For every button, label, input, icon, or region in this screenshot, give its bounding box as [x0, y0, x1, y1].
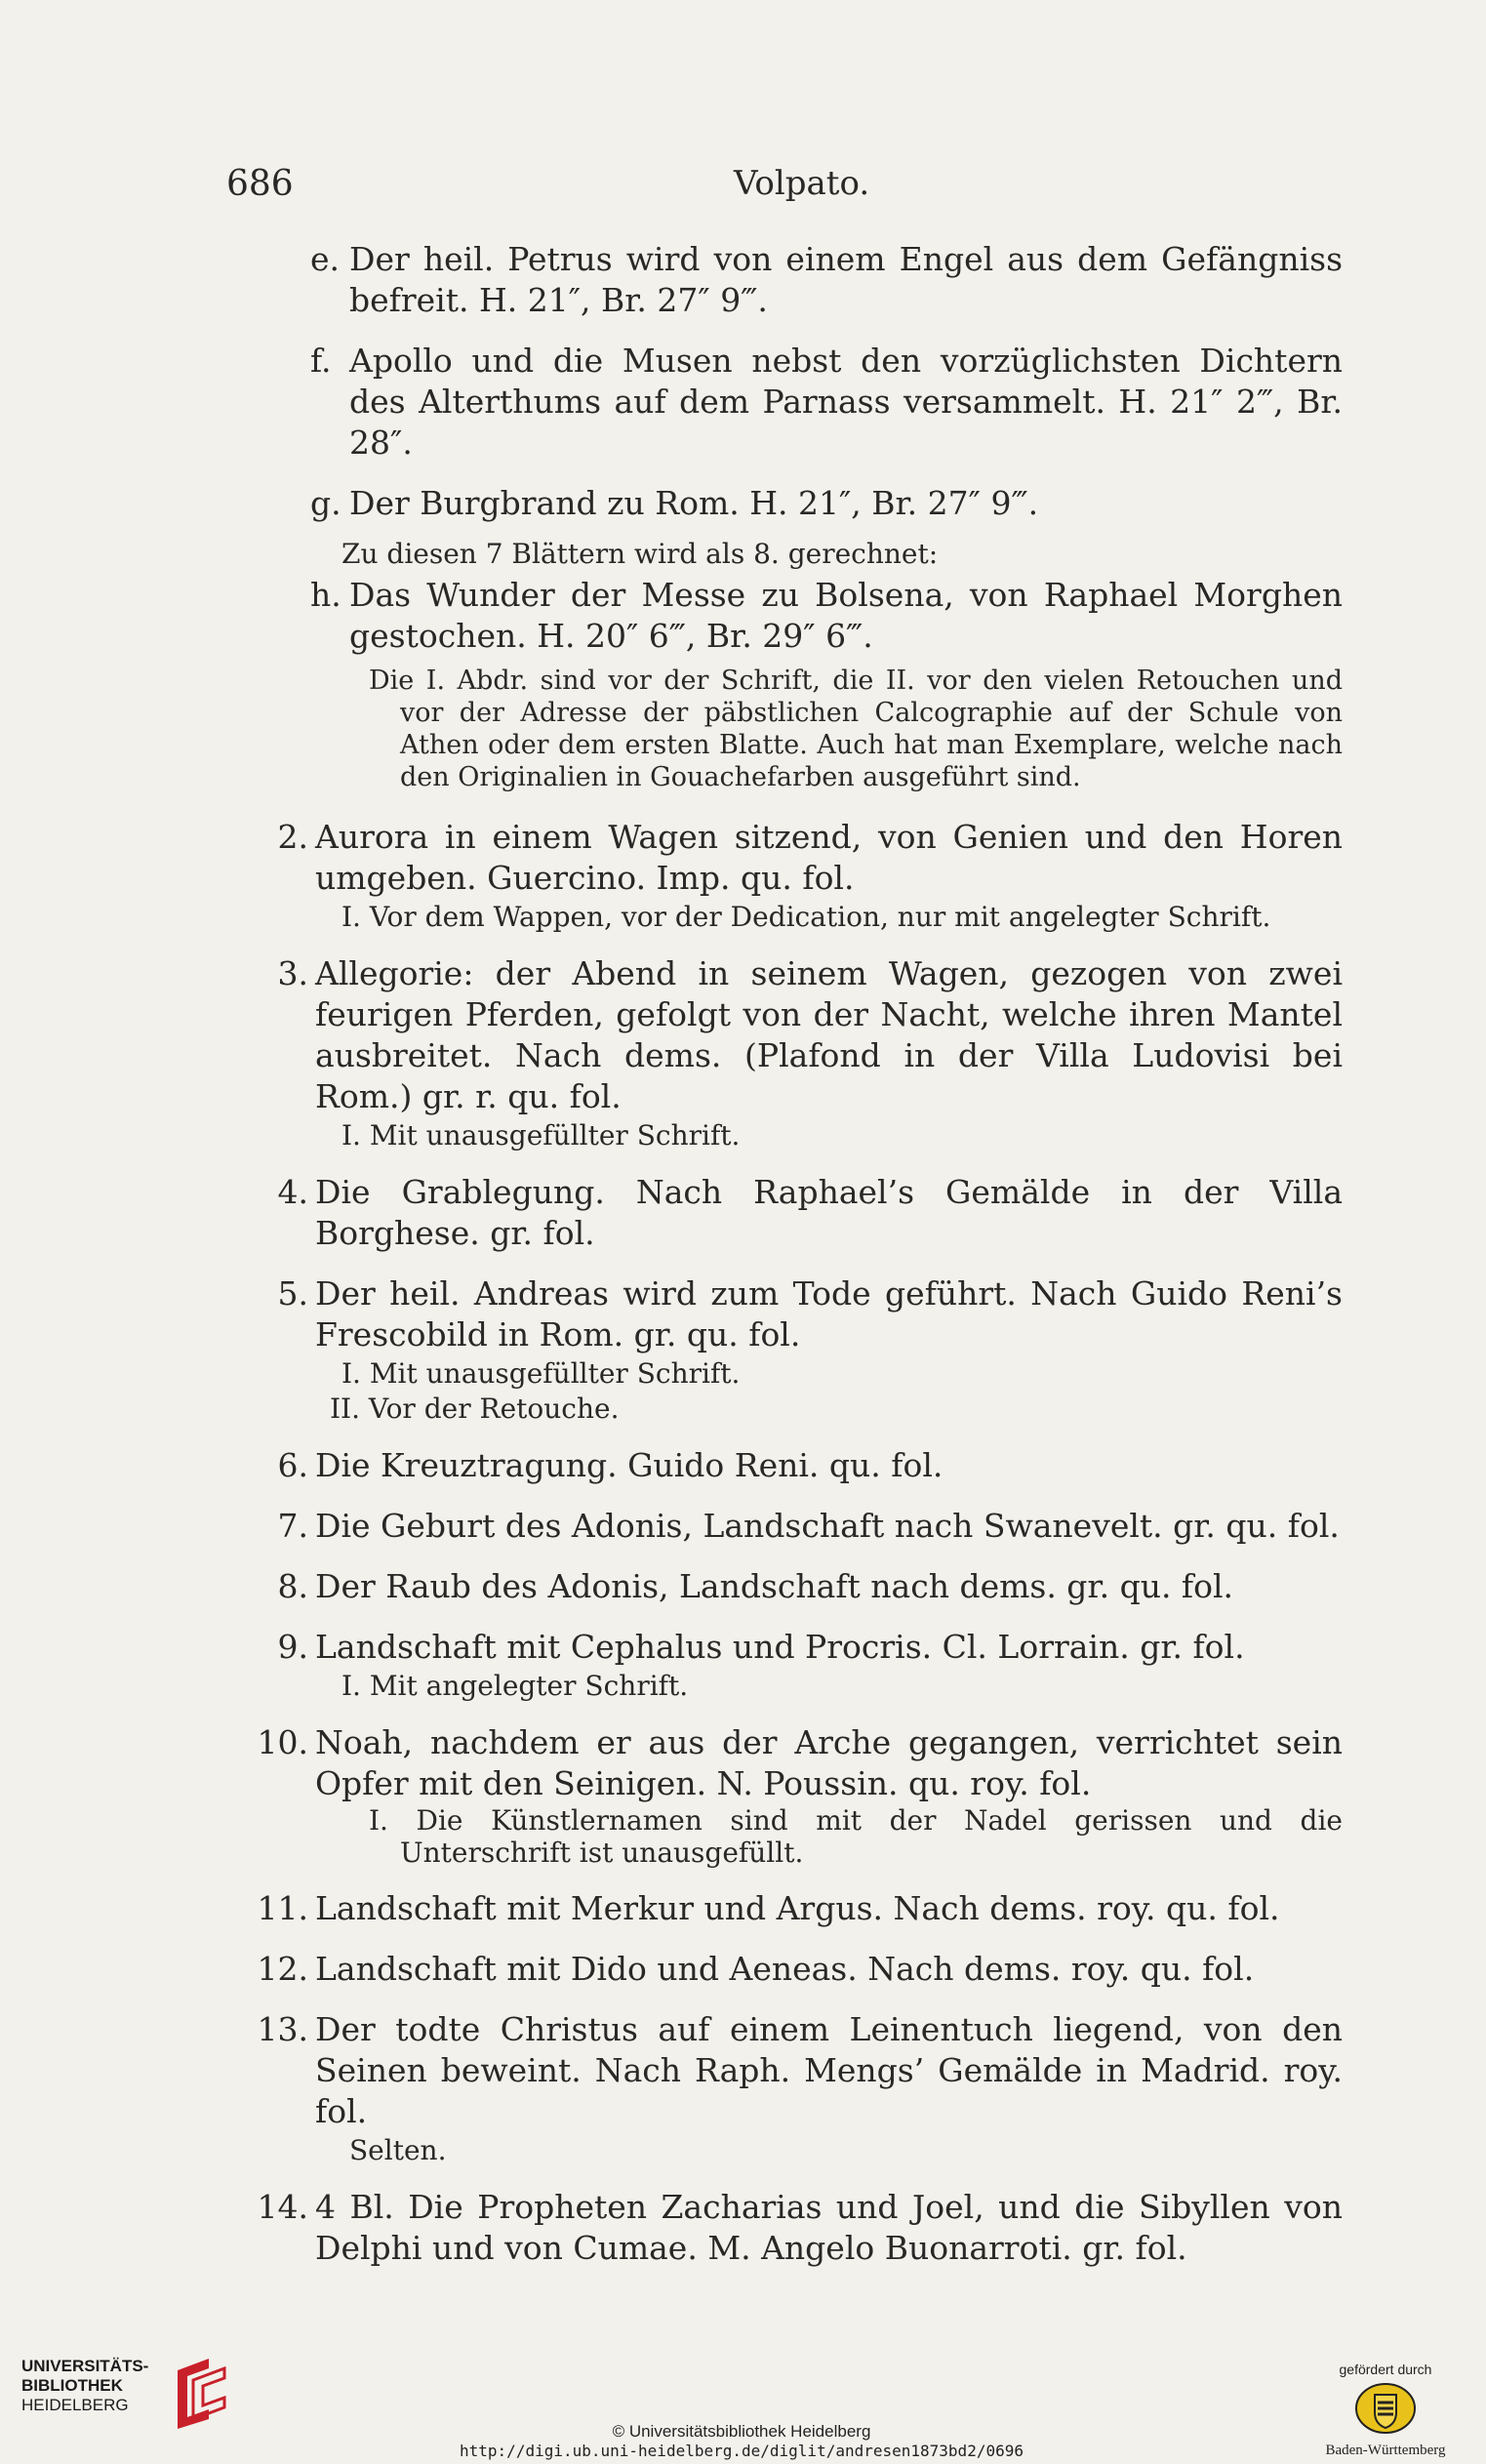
running-title: Volpato.: [734, 164, 870, 203]
entry-9: [252, 1627, 1343, 1703]
entry-number: 6.: [277, 1446, 308, 1484]
entry-12: [252, 1949, 1343, 1990]
entry-number: 8.: [277, 1567, 308, 1605]
entry-text: Aurora in einem Wagen sitzend, von Genien und den Horen umgeben. Guercino. Imp. qu. fol.: [315, 818, 1343, 897]
entry-number: 7.: [277, 1507, 308, 1545]
library-logo-mark-icon: [170, 2359, 226, 2429]
copyright-text: © Universitätsbibliothek Heidelberg: [612, 2422, 871, 2441]
entry-10: [252, 1722, 1343, 1869]
sub-entry-text: Apollo und die Musen nebst den vorzüglichsten Dichtern des Alterthums auf dem Parnass versammelt. H. 21″ 2‴, Br. 28″.: [349, 342, 1343, 462]
page-header: [226, 164, 1348, 213]
sub-entry-letter: f.: [310, 342, 332, 380]
entry-number: 4.: [277, 1173, 308, 1211]
entry-number: 12.: [257, 1950, 308, 1988]
sub-entry-e: [252, 239, 1343, 321]
entry-text: Der todte Christus auf einem Leinentuch liegend, von den Seinen beweint. Nach Raph. Mengs’ Gemälde in Madrid. roy. fol.: [315, 2010, 1343, 2130]
entry-11: [252, 1888, 1343, 1929]
entry-6: [252, 1445, 1343, 1486]
entry-text: 4 Bl. Die Propheten Zacharias und Joel, und die Sibyllen von Delphi und von Cumae. M. Angelo Buonarroti. gr. fol.: [315, 2188, 1343, 2267]
entry-note: I. Vor dem Wappen, vor der Dedication, nur mit angelegter Schrift.: [341, 901, 1271, 933]
sub-entry-g: [252, 483, 1343, 524]
entry-4: [252, 1172, 1343, 1254]
entry-note: I. Mit unausgefüllter Schrift.: [341, 1357, 741, 1390]
page-number: 686: [226, 164, 294, 204]
entry-2: [252, 817, 1343, 934]
sub-entry-letter: h.: [310, 576, 341, 614]
entry-text: Allegorie: der Abend in seinem Wagen, gezogen von zwei feurigen Pferden, gefolgt von der Nacht, welche ihren Mantel ausbreitet. Nach dems. (Plafond in der Villa Ludovisi bei Rom.) gr. r. qu. fol.: [315, 954, 1343, 1115]
entry-text: Die Kreuztragung. Guido Reni. qu. fol.: [315, 1446, 944, 1484]
entry-text: Die Geburt des Adonis, Landschaft nach Swanevelt. gr. qu. fol.: [315, 1507, 1340, 1545]
entry-number: 11.: [257, 1889, 308, 1927]
entry-7: [252, 1506, 1343, 1547]
entry-text: Noah, nachdem er aus der Arche gegangen, verrichtet sein Opfer mit den Seinigen. N. Poussin. qu. roy. fol.: [315, 1723, 1343, 1802]
entry-text: Landschaft mit Merkur und Argus. Nach dems. roy. qu. fol.: [315, 1889, 1280, 1927]
logo-line-2: BIBLIOTHEK: [21, 2376, 123, 2395]
sub-entry-h: [252, 575, 1343, 657]
entry-text: Der Raub des Adonis, Landschaft nach dems. gr. qu. fol.: [315, 1567, 1234, 1605]
logo-line-3: HEIDELBERG: [21, 2396, 129, 2414]
sub-entry-text: Der Burgbrand zu Rom. H. 21″, Br. 27″ 9‴.: [349, 484, 1039, 522]
entry-13: [252, 2009, 1343, 2167]
entry-text: Die Grablegung. Nach Raphael’s Gemälde in der Villa Borghese. gr. fol.: [315, 1173, 1343, 1252]
entry-number: 14.: [257, 2188, 308, 2226]
funded-by-text: gefördert durch: [1339, 2362, 1432, 2377]
entry-number: 3.: [277, 954, 308, 992]
entry-note: I. Mit unausgefüllter Schrift.: [341, 1119, 741, 1151]
coat-of-arms-icon: [1353, 2381, 1418, 2436]
entry-number: 9.: [277, 1628, 308, 1666]
entry-text: Landschaft mit Dido und Aeneas. Nach dems. roy. qu. fol.: [315, 1950, 1255, 1988]
funding-badge: [1298, 2362, 1473, 2459]
entry-number: 10.: [257, 1723, 308, 1761]
entry-note: I. Mit angelegter Schrift.: [341, 1670, 689, 1702]
entry-note: II. Vor der Retouche.: [330, 1393, 620, 1425]
entry-number: 13.: [257, 2010, 308, 2048]
sub-entry-f: [252, 341, 1343, 464]
entry-8: [252, 1566, 1343, 1607]
logo-line-1: UNIVERSITÄTS-: [21, 2357, 149, 2375]
entry-number: 2.: [277, 818, 308, 856]
state-name: Baden-Württemberg: [1325, 2443, 1446, 2458]
entry-note: I. Die Künstlernamen sind mit der Nadel gerissen und die Unterschrift ist unausgefüllt.: [369, 1804, 1343, 1869]
entry-number: 5.: [277, 1274, 308, 1313]
h-note: Die I. Abdr. sind vor der Schrift, die II. vor den vielen Retouchen und vor der Adresse der päbstlichen Calcographie auf der Schule von Athen oder dem ersten Blatte. Auch hat man Exemplare, welche nach den Originalien in Gouachefarben ausgeführt sind.: [369, 666, 1343, 792]
entry-text: Der heil. Andreas wird zum Tode geführt. Nach Guido Reni’s Frescobild in Rom. gr. qu. fol.: [315, 1274, 1343, 1353]
source-url-link[interactable]: http://digi.ub.uni-heidelberg.de/diglit/andresen1873bd2/0696: [460, 2442, 1024, 2460]
entry-note: Selten.: [349, 2134, 447, 2166]
sub-entry-text: Der heil. Petrus wird von einem Engel aus dem Gefängniss befreit. H. 21″, Br. 27″ 9‴.: [349, 240, 1343, 319]
sub-entry-text: Das Wunder der Messe zu Bolsena, von Raphael Morghen gestochen. H. 20″ 6‴, Br. 29″ 6‴.: [349, 576, 1343, 655]
entry-3: [252, 953, 1343, 1152]
library-logo[interactable]: [21, 2357, 217, 2444]
entry-14: [252, 2187, 1343, 2269]
footer-attribution: [449, 2422, 1034, 2461]
intro-note: Zu diesen 7 Blättern wird als 8. gerechnet:: [341, 538, 939, 570]
page-body: [252, 239, 1343, 2288]
entry-text: Landschaft mit Cephalus und Procris. Cl. Lorrain. gr. fol.: [315, 1628, 1245, 1666]
entry-5: [252, 1273, 1343, 1426]
sub-entry-letter: g.: [310, 484, 341, 522]
sub-entry-letter: e.: [310, 240, 341, 278]
